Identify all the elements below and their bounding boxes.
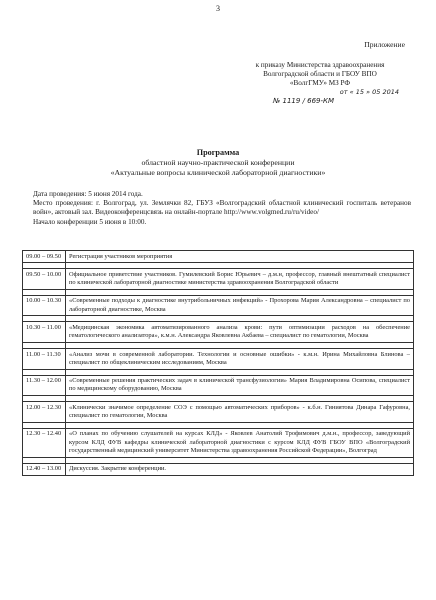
event-cell: «Современные решения практических задач в клинической трансфузиологии» Мария Владимировна Осипова, специалист по медицинскому оборудованию, Москва xyxy=(66,375,414,396)
conference-name: «Актуальные вопросы клинической лабораторной диагностики» xyxy=(110,168,326,177)
appendix-line: Волгоградской области и ГБОУ ВПО xyxy=(263,70,377,78)
table-row xyxy=(23,375,414,396)
time-cell: 11.30 – 12.00 xyxy=(23,375,66,396)
event-cell: Дискуссия. Закрытие конференции. xyxy=(66,463,414,475)
event-cell: Регистрация участников мероприятия xyxy=(66,251,414,263)
time-cell: 12.00 – 12.30 xyxy=(23,402,66,423)
time-cell: 12.40 – 13.00 xyxy=(23,463,66,475)
appendix-line: к приказу Министерства здравоохранения xyxy=(255,61,385,69)
conference-date: Дата проведения: 5 июня 2014 года. xyxy=(33,190,143,198)
event-cell: «Анализ мочи в современной лаборатории. Технологии и основные ошибки» - к.м.н. Ирина Михайловна Блинова – специалист по общеклиническим исследованиям, Москва xyxy=(66,349,414,370)
event-cell: «Современные подходы к диагностике внутрибольничных инфекций» - Прохорова Мария Александровна – специалист по лабораторной диагностике, Москва xyxy=(66,295,414,316)
document-title xyxy=(0,148,436,178)
conference-place: Место проведения: г. Волгоград, ул. Землячки 82, ГБУЗ «Волгоградский областной клинический госпиталь ветеранов войн», актовый зал. Видеоконференцсвязь на онлайн-портале http://www.volgmed.ru/ru/video/ xyxy=(33,199,411,217)
table-row xyxy=(23,349,414,370)
event-cell: «Медицинская экономика автоматизированного анализа крови: пути оптимизации расходов на обеспечение гематологического анализатора», к.м.н. Александра Яковлевна Акбаева – специалист по гематологии, Москва xyxy=(66,322,414,343)
time-cell: 10.30 – 11.00 xyxy=(23,322,66,343)
program-subtitle: областной научно-практической конференции xyxy=(141,158,295,167)
table-row xyxy=(23,463,414,475)
time-cell: 12.30 – 12.40 xyxy=(23,428,66,457)
table-row xyxy=(23,251,414,263)
table-row xyxy=(23,402,414,423)
event-cell: Официальное приветствие участников. Гумилевский Борис Юрьевич – д.м.н, профессор, главный внештатный специалист по клинической лабораторной диагностике министерства здравоохранения Волгоградской области xyxy=(66,269,414,290)
conference-info xyxy=(33,190,411,227)
appendix-line: «ВолгГМУ» МЗ РФ xyxy=(289,79,351,87)
appendix-label: Приложение xyxy=(364,40,405,49)
table-row xyxy=(23,295,414,316)
program-table xyxy=(22,250,414,476)
conference-start: Начало конференции 5 июня в 10:00. xyxy=(33,217,147,226)
time-cell: 09.00 – 09.50 xyxy=(23,251,66,263)
appendix-date: от « 15 » 05 2014 xyxy=(339,88,399,96)
event-cell: «О планах по обучению слушателей на курсах КЛД» - Яковлев Анатолий Трофимович д.м.н., профессор, заведующий курсом КЛД ФУВ кафедры клинической лабораторной диагностики с курсом КЛД ФУВ ГБОУ ВПО «Волгоградский государственный медицинский университет Министерства здравоохранения Российской Федерации», Волгоград xyxy=(66,428,414,457)
event-cell: «Клинически значимое определение СОЭ с помощью автоматических приборов» - к.б.н. Гиниятова Динара Гафуровна, специалист по гематологии, Москва xyxy=(66,402,414,423)
appendix-number: № 1119 / 669-КМ xyxy=(273,97,335,105)
time-cell: 10.00 – 10.30 xyxy=(23,295,66,316)
table-row xyxy=(23,428,414,457)
time-cell: 11.00 – 11.30 xyxy=(23,349,66,370)
table-row xyxy=(23,322,414,343)
program-heading: Программа xyxy=(196,148,240,157)
page-number: 3 xyxy=(216,4,220,13)
table-row xyxy=(23,269,414,290)
time-cell: 09.50 – 10.00 xyxy=(23,269,66,290)
appendix-block xyxy=(235,40,405,106)
